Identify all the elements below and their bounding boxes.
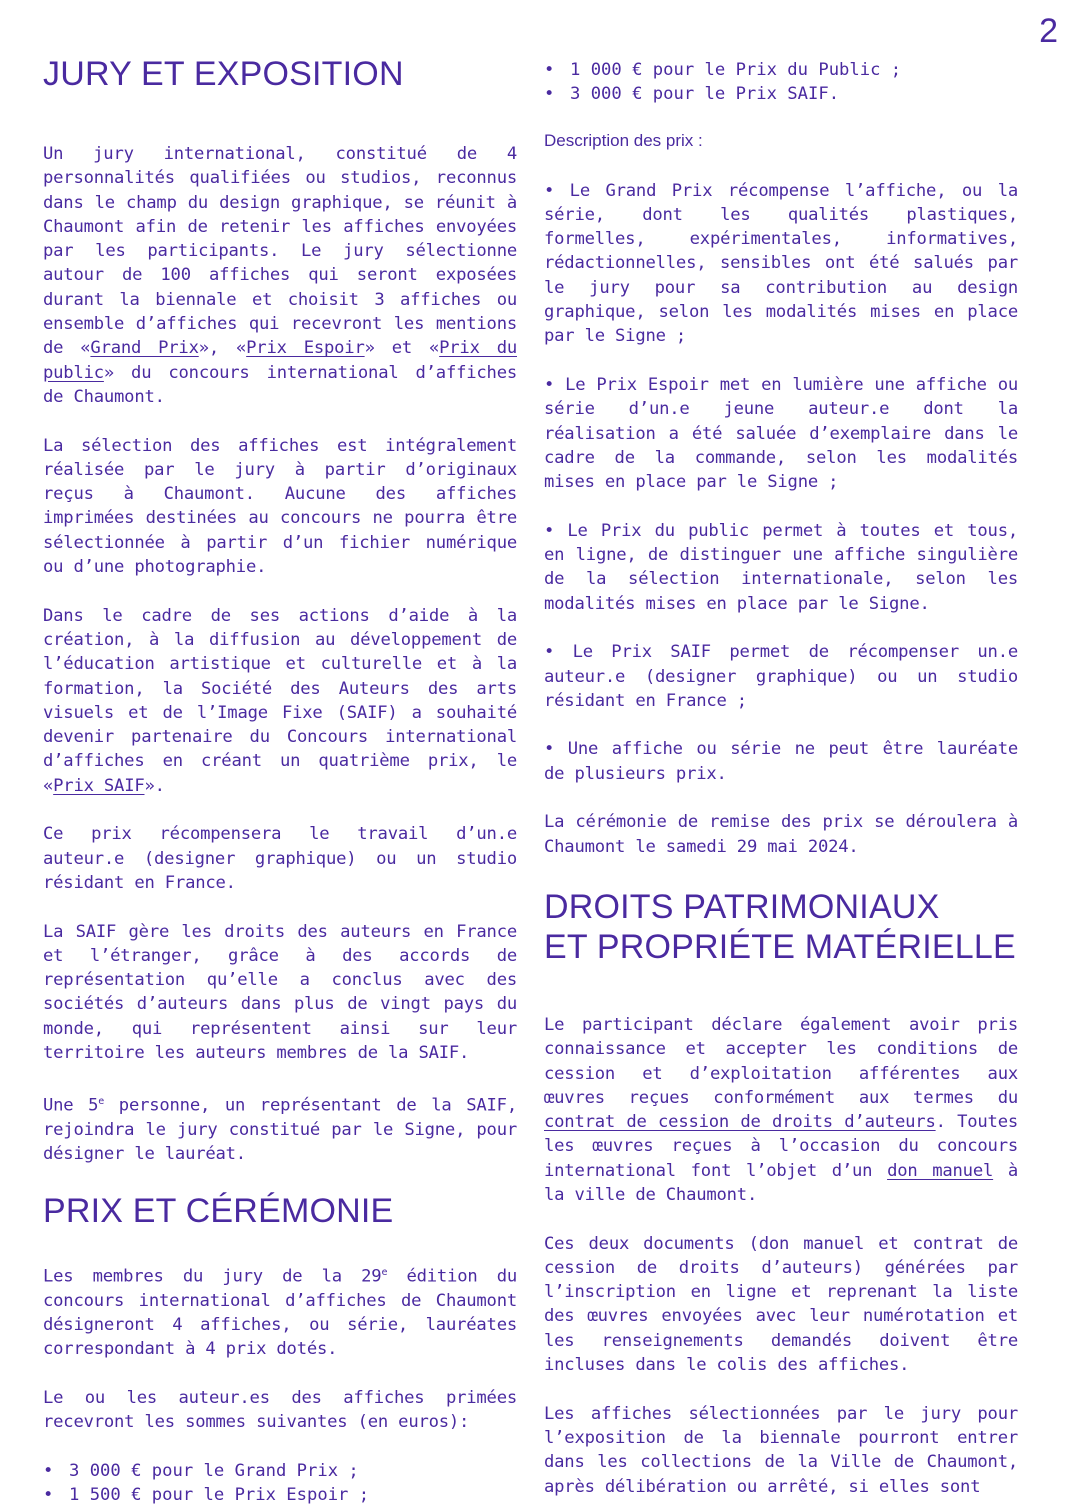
jury-paragraph-2: La sélection des affiches est intégralement réalisée par le jury à partir d’originaux reçus à Chaumont. Aucune des affiches imprimées destinées au concours ne pourra être sélectionnée à partir d’un fichier numérique ou d’une photographie. xyxy=(43,435,517,578)
prize-amount-list-right xyxy=(544,58,1018,107)
prix-paragraph-1: Les membres du jury de la 29e édition du concours international d’affiches de Chaumont désigneront 4 affiches, ou série, lauréates correspondant à 4 prix dotés. xyxy=(43,1266,517,1360)
link-prix-saif[interactable]: Prix SAIF xyxy=(53,775,145,796)
jury-paragraph-1: Un jury international, constitué de 4 personnalités qualifiées ou studios, reconnus dans le champ du design graphique, se réunit à Chaumont afin de retenir les affiches envoyées par les participants. Le jury sélectionne autour de 100 affiches qui seront exposées durant la biennale et choisit 3 affiches ou ensemble d’affiches qui recevront les mentions de «Grand Prix», «Prix Espoir» et «Prix du public» du concours international d’affiches de Chaumont. xyxy=(43,144,517,407)
description-heading: Description des prix : xyxy=(544,130,703,150)
right-column xyxy=(544,58,1018,1510)
section-title-jury: JURY ET EXPOSITION xyxy=(43,55,404,93)
section-title-prix: PRIX ET CÉRÉMONIE xyxy=(43,1191,394,1230)
list-item: • 1 500 € pour le Prix Espoir ; xyxy=(43,1483,517,1507)
section-title-droits: DROITS PATRIMONIAUX ET PROPRIÉTE MATÉRIELLE xyxy=(544,887,1016,966)
description-prix-public: • Le Prix du public permet à toutes et tous, en ligne, de distinguer une affiche singulière de la sélection internationale, selon les modalités mises en place par le Signe. xyxy=(544,520,1018,614)
description-rule: • Une affiche ou série ne peut être lauréate de plusieurs prix. xyxy=(544,739,1018,784)
list-item: • 1 000 € pour le Prix du Public ; xyxy=(544,58,1018,82)
link-prix-espoir[interactable]: Prix Espoir xyxy=(246,338,365,359)
description-grand-prix: • Le Grand Prix récompense l’affiche, ou la série, dont les qualités plastiques, formelles, expérimentales, informatives, rédactionnelles, sensibles ont été salués par le jury pour sa contribution au design graphique, selon les modalités mises en place par le Signe ; xyxy=(544,180,1018,347)
ceremony-paragraph: La cérémonie de remise des prix se déroulera à Chaumont le samedi 29 mai 2024. xyxy=(544,812,1018,857)
droits-paragraph-2: Ces deux documents (don manuel et contrat de cession de droits d’auteurs) générées par l’inscription en ligne et reprenant la liste des œuvres envoyées avec leur numérotation et les renseignements demandés doivent être incluses dans le colis des affiches. xyxy=(544,1233,1018,1376)
jury-paragraph-5: La SAIF gère les droits des auteurs en France et l’étranger, grâce à des accords de représentation qu’elle a conclus avec des sociétés d’auteurs dans plus de vingt pays du monde, qui représentent ainsi sur leur territoire les auteurs membres de la SAIF. xyxy=(43,921,517,1063)
jury-paragraph-6: Une 5e personne, un représentant de la SAIF, rejoindra le jury constitué par le Signe, pour désigner le lauréat. xyxy=(43,1095,517,1164)
page-number: 2 xyxy=(1039,12,1058,50)
description-prix-espoir: • Le Prix Espoir met en lumière une affiche ou série d’un.e jeune auteur.e dont la réalisation a été saluée d’exemplaire dans le cadre de la commande, selon les modalités mises en place par le Signe ; xyxy=(544,374,1018,493)
jury-paragraph-4: Ce prix récompensera le travail d’un.e auteur.e (designer graphique) ou un studio résidant en France. xyxy=(43,824,517,893)
link-prix-public[interactable]: Prix du public xyxy=(43,338,517,383)
link-don-manuel[interactable]: don manuel xyxy=(887,1160,994,1181)
left-column xyxy=(43,54,517,1510)
prize-amount-list-left xyxy=(43,1459,517,1508)
link-contrat-cession[interactable]: contrat de cession de droits d’auteurs xyxy=(544,1112,936,1133)
description-prix-saif: • Le Prix SAIF permet de récompenser un.e auteur.e (designer graphique) ou un studio résidant en France ; xyxy=(544,642,1018,711)
link-grand-prix[interactable]: Grand Prix xyxy=(90,338,199,359)
prix-paragraph-2: Le ou les auteur.es des affiches primées recevront les sommes suivantes (en euros): xyxy=(43,1387,517,1433)
droits-paragraph-1: Le participant déclare également avoir pris connaissance et accepter les conditions de cession et d’exploitation afférentes aux œuvres reçues conformément aux termes du contrat de cession de droits d’auteurs. Toutes les œuvres reçues à l’occasion du concours international font l’objet d’un don manuel à la ville de Chaumont. xyxy=(544,1014,1019,1205)
list-item: • 3 000 € pour le Grand Prix ; xyxy=(43,1459,517,1483)
list-item: • 3 000 € pour le Prix SAIF. xyxy=(544,82,1018,106)
jury-paragraph-3: Dans le cadre de ses actions d’aide à la création, à la diffusion au développement de l’éducation artistique et culturelle et à la formation, la Société des Auteurs des arts visuels et de l’Image Fixe (SAIF) a souhaité devenir partenaire du Concours international d’affiches en créant un quatrième prix, le «Prix SAIF». xyxy=(43,605,517,796)
droits-paragraph-3: Les affiches sélectionnées par le jury pour l’exposition de la biennale pourront entrer dans les collections de la Ville de Chaumont, après délibération ou arrêté, si elles sont xyxy=(544,1403,1018,1497)
